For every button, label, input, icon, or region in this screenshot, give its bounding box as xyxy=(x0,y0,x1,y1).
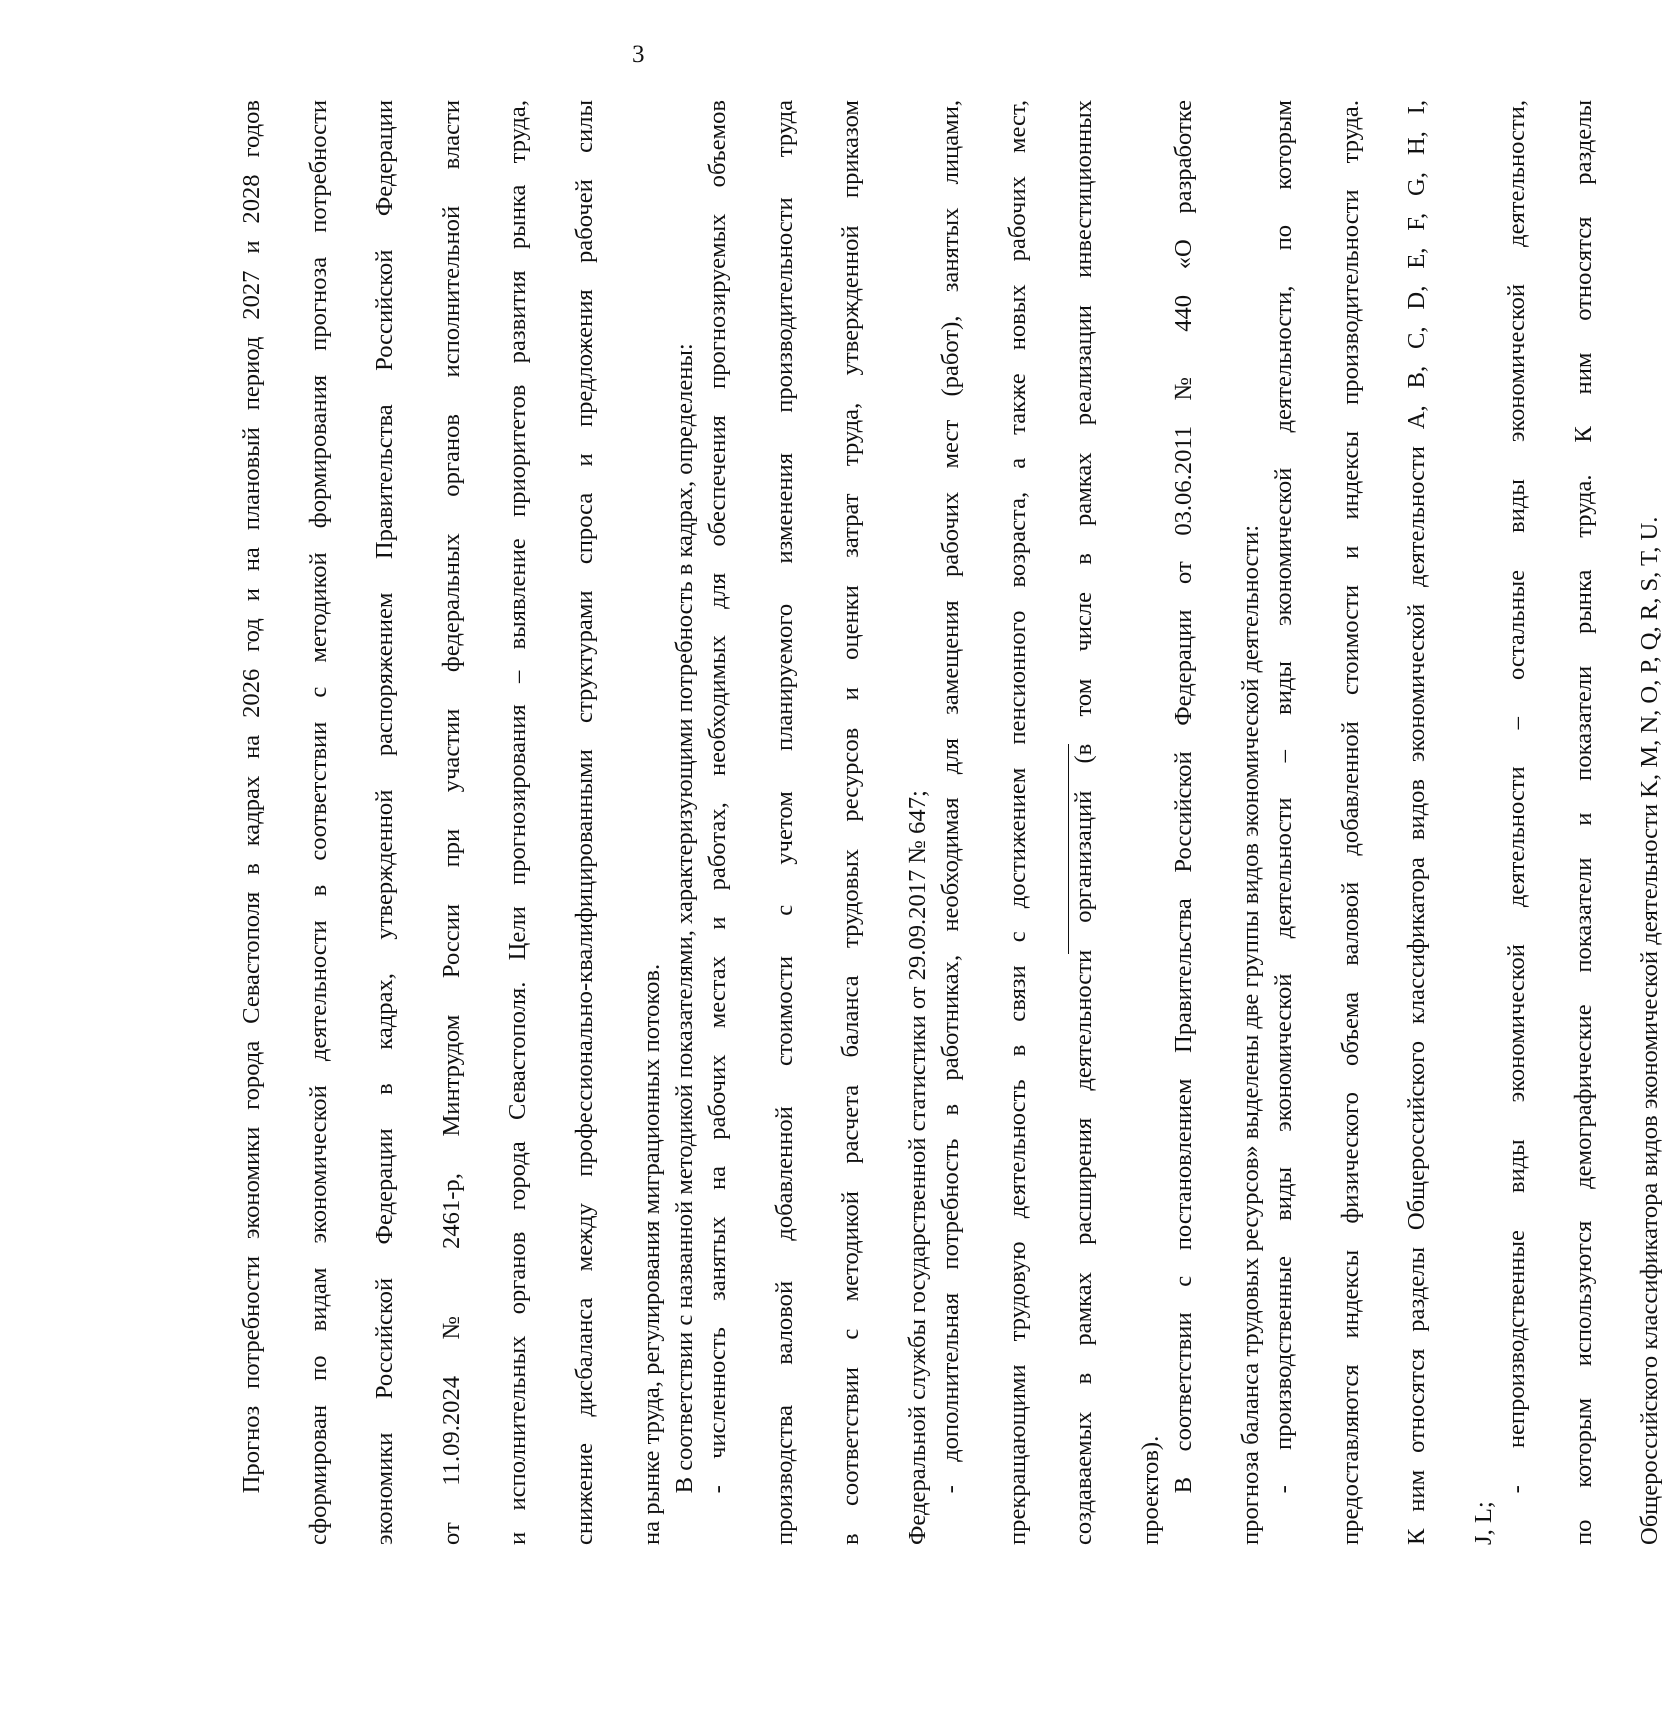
paragraph xyxy=(1167,100,1267,1545)
paragraph-line: - дополнительная потребность в работниках, необходимая для замещения рабочих мест (работ), занятых лицами, xyxy=(937,100,965,1494)
paragraph-line: от 11.09.2024 № 2461-р, Минтрудом России при участии федеральных органов исполнительной власти xyxy=(437,100,465,1545)
paragraph xyxy=(235,100,668,1545)
paragraph-line: сформирован по видам экономической деятельности в соответствии с методикой формирования прогноза потребности xyxy=(304,100,332,1545)
paragraph-line: Общероссийского классификатора видов экономической деятельности K, M, N, O, P, Q, R, S, T, U. xyxy=(1636,516,1664,1545)
paragraph-line: экономики Российской Федерации в кадрах, утвержденной распоряжением Правительства Российской Федерации xyxy=(371,100,399,1545)
paragraph-line: проектов). xyxy=(1137,1435,1165,1545)
paragraph xyxy=(934,100,1167,1545)
paragraph-line: прекращающими трудовую деятельность в связи с достижением пенсионного возраста, а также новых рабочих мест, xyxy=(1003,100,1031,1545)
paragraph xyxy=(668,100,701,1545)
paragraph-line: по которым используются демографические показатели и показатели рынка труда. К ним относятся разделы xyxy=(1569,100,1597,1545)
document-body-rotated xyxy=(235,100,1664,1545)
paragraph-line: Прогноз потребности экономики города Севастополя в кадрах на 2026 год и на плановый период 2027 и 2028 годов xyxy=(238,100,265,1494)
paragraph xyxy=(1500,100,1666,1545)
paragraph-line: - непроизводственные виды экономической деятельности – остальные виды экономической деятельности, xyxy=(1503,100,1531,1494)
paragraph-line: В соответствии с постановлением Правительства Российской Федерации от 03.06.2011 № 440 «О разработке xyxy=(1170,100,1198,1494)
paragraph-line: К ним относятся разделы Общероссийского классификатора видов экономической деятельности A, B, C, D, E, F, G, H, I, xyxy=(1403,100,1431,1545)
paragraph-line: создаваемых в рамках расширения деятельности организаций (в том числе в рамках реализации инвестиционных xyxy=(1070,100,1098,1545)
paragraph-line: Федеральной службы государственной статистики от 29.09.2017 № 647; xyxy=(903,790,931,1545)
paragraph xyxy=(701,100,934,1545)
paragraph-line: - численность занятых на рабочих местах и работах, необходимых для обеспечения прогнозируемых объемов xyxy=(704,100,732,1494)
paragraph-line: в соответствии с методикой расчета баланса трудовых ресурсов и оценки затрат труда, утвержденной приказом xyxy=(837,100,865,1545)
paragraph xyxy=(1267,100,1500,1545)
paragraph-line: J, L; xyxy=(1469,1501,1497,1545)
paragraph-line: прогноза баланса трудовых ресурсов» выделены две группы видов экономической деятельности: xyxy=(1236,524,1264,1545)
paragraph-line: В соответствии с названной методикой показателями, характеризующими потребность в кадрах, определены: xyxy=(670,343,698,1494)
paragraph-line: на рынке труда, регулирования миграционных потоков. xyxy=(637,963,665,1545)
page-number: 3 xyxy=(632,41,645,68)
paragraph-line: производства валовой добавленной стоимости с учетом планируемого изменения производительности труда xyxy=(770,100,798,1545)
paragraph-line: и исполнительных органов города Севастополя. Цели прогнозирования – выявление приоритетов развития рынка труда, xyxy=(504,100,532,1545)
separator-line xyxy=(1068,744,1069,954)
paragraph-line: снижение дисбаланса между профессионально-квалифицированными структурами спроса и предложения рабочей силы xyxy=(570,100,598,1545)
paragraph-line: - производственные виды экономической деятельности – виды экономической деятельности, по которым xyxy=(1270,100,1298,1494)
paragraph-line: предоставляются индексы физического объема валовой добавленной стоимости и индексы производительности труда. xyxy=(1336,100,1364,1545)
document-body xyxy=(235,100,1664,1545)
